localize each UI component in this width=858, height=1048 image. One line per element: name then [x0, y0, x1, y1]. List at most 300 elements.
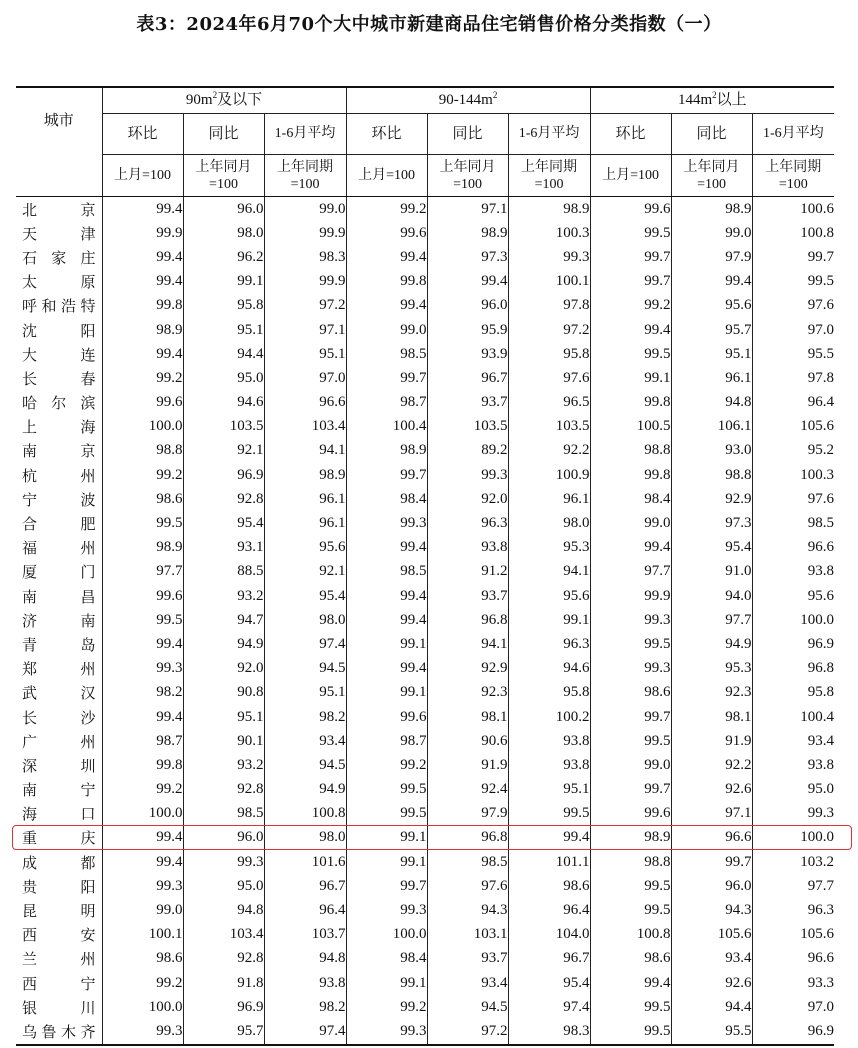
index-value: 99.1: [508, 608, 590, 632]
index-value: 93.2: [183, 584, 264, 608]
index-value: 93.8: [752, 560, 834, 584]
index-value: 96.1: [671, 366, 752, 390]
index-value: 99.4: [427, 270, 508, 294]
city-name: 哈尔滨: [22, 394, 96, 413]
base-header: 上年同期=100: [508, 155, 590, 197]
index-value: 98.9: [590, 826, 671, 850]
city-name: 长春: [22, 369, 96, 388]
index-value: 92.4: [427, 778, 508, 802]
index-value: 96.9: [183, 463, 264, 487]
index-value: 95.2: [752, 439, 834, 463]
index-value: 99.5: [590, 874, 671, 898]
index-value: 99.3: [508, 245, 590, 269]
index-value: 99.4: [102, 850, 183, 874]
index-value: 93.8: [427, 536, 508, 560]
index-value: 99.7: [671, 850, 752, 874]
index-value: 99.1: [346, 850, 427, 874]
index-value: 94.8: [264, 947, 346, 971]
index-value: 92.0: [183, 657, 264, 681]
index-value: 100.3: [752, 463, 834, 487]
city-name: 青岛: [22, 635, 96, 654]
index-value: 93.4: [671, 947, 752, 971]
index-value: 99.3: [346, 1019, 427, 1044]
city-name: 深圳: [22, 756, 96, 775]
index-value: 99.9: [264, 270, 346, 294]
index-value: 98.2: [102, 681, 183, 705]
index-value: 95.6: [752, 584, 834, 608]
index-value: 90.6: [427, 729, 508, 753]
base-header: 上月=100: [590, 155, 671, 197]
city-name: 长沙: [22, 708, 96, 727]
city-name: 上海: [22, 418, 96, 437]
index-value: 95.9: [427, 318, 508, 342]
index-value: 96.4: [264, 898, 346, 922]
index-value: 96.9: [183, 995, 264, 1019]
index-value: 99.0: [102, 898, 183, 922]
index-value: 96.8: [427, 608, 508, 632]
index-value: 98.2: [264, 705, 346, 729]
group-header-large: $144m^2$以上: [590, 87, 834, 114]
index-value: 99.4: [346, 536, 427, 560]
index-value: 99.7: [346, 874, 427, 898]
index-value: 93.4: [427, 971, 508, 995]
price-index-table: [16, 86, 834, 1046]
index-value: 97.6: [508, 366, 590, 390]
index-value: 94.7: [183, 608, 264, 632]
index-value: 97.7: [671, 608, 752, 632]
index-value: 99.2: [102, 971, 183, 995]
index-value: 95.6: [508, 584, 590, 608]
index-value: 99.5: [346, 778, 427, 802]
index-value: 95.5: [671, 1019, 752, 1044]
table-row: [16, 318, 834, 342]
index-value: 103.1: [427, 923, 508, 947]
metric-header: 同比: [183, 114, 264, 155]
index-value: 99.1: [346, 681, 427, 705]
index-value: 98.1: [671, 705, 752, 729]
index-value: 100.4: [346, 415, 427, 439]
index-value: 100.1: [102, 923, 183, 947]
index-value: 99.0: [264, 197, 346, 222]
index-value: 96.6: [264, 391, 346, 415]
index-value: 91.0: [671, 560, 752, 584]
index-value: 99.4: [102, 632, 183, 656]
city-name: 贵阳: [22, 877, 96, 896]
index-value: 98.6: [102, 947, 183, 971]
index-value: 97.6: [752, 487, 834, 511]
index-value: 95.0: [183, 874, 264, 898]
table-row: [16, 391, 834, 415]
index-value: 99.9: [102, 221, 183, 245]
index-value: 96.7: [264, 874, 346, 898]
index-value: 95.4: [508, 971, 590, 995]
index-value: 97.3: [671, 511, 752, 535]
index-value: 99.4: [671, 270, 752, 294]
index-value: 99.3: [427, 463, 508, 487]
city-name: 广州: [22, 732, 96, 751]
index-value: 97.9: [427, 802, 508, 826]
index-value: 103.5: [183, 415, 264, 439]
index-value: 94.6: [508, 657, 590, 681]
index-value: 93.8: [752, 753, 834, 777]
index-value: 99.0: [590, 753, 671, 777]
index-value: 98.5: [427, 850, 508, 874]
metric-header: 环比: [346, 114, 427, 155]
index-value: 99.5: [590, 221, 671, 245]
index-value: 103.4: [183, 923, 264, 947]
index-value: 95.8: [508, 342, 590, 366]
index-value: 99.1: [346, 632, 427, 656]
index-value: 98.0: [264, 826, 346, 850]
city-name: 石家庄: [22, 248, 96, 267]
table-row: [16, 947, 834, 971]
index-value: 96.3: [752, 898, 834, 922]
index-value: 99.7: [590, 778, 671, 802]
index-value: 99.0: [671, 221, 752, 245]
index-value: 97.4: [508, 995, 590, 1019]
index-value: 95.4: [264, 584, 346, 608]
index-value: 95.5: [752, 342, 834, 366]
index-value: 96.6: [671, 826, 752, 850]
header-row-bases: [16, 155, 834, 197]
index-value: 93.2: [183, 753, 264, 777]
city-name: 银川: [22, 998, 96, 1017]
index-value: 92.3: [427, 681, 508, 705]
index-value: 98.5: [346, 342, 427, 366]
index-value: 95.6: [264, 536, 346, 560]
index-value: 99.5: [590, 995, 671, 1019]
index-value: 98.2: [264, 995, 346, 1019]
base-header: 上月=100: [102, 155, 183, 197]
index-value: 91.9: [671, 729, 752, 753]
index-value: 99.4: [102, 705, 183, 729]
index-value: 100.1: [508, 270, 590, 294]
index-value: 99.8: [346, 270, 427, 294]
index-value: 98.5: [752, 511, 834, 535]
index-value: 100.0: [102, 802, 183, 826]
index-value: 105.6: [752, 415, 834, 439]
index-value: 96.0: [671, 874, 752, 898]
table-row: [16, 366, 834, 390]
index-value: 99.8: [102, 294, 183, 318]
index-value: 99.7: [346, 366, 427, 390]
index-value: 92.8: [183, 947, 264, 971]
index-value: 99.2: [102, 366, 183, 390]
table-row: [16, 536, 834, 560]
index-value: 97.0: [752, 318, 834, 342]
index-value: 100.3: [508, 221, 590, 245]
index-value: 93.8: [264, 971, 346, 995]
index-value: 99.5: [590, 632, 671, 656]
index-value: 97.3: [427, 245, 508, 269]
index-value: 94.8: [671, 391, 752, 415]
index-value: 99.3: [346, 898, 427, 922]
index-value: 94.3: [427, 898, 508, 922]
index-value: 96.6: [752, 947, 834, 971]
index-value: 99.4: [590, 536, 671, 560]
city-name: 昆明: [22, 902, 96, 921]
base-header: 上月=100: [346, 155, 427, 197]
index-value: 100.4: [752, 705, 834, 729]
index-value: 98.6: [102, 487, 183, 511]
index-value: 99.7: [590, 245, 671, 269]
index-value: 99.5: [102, 608, 183, 632]
group-header-medium: $90-144m^2$: [346, 87, 590, 114]
metric-header: 1-6月平均: [752, 114, 834, 155]
index-value: 103.5: [508, 415, 590, 439]
index-value: 96.3: [508, 632, 590, 656]
index-value: 98.0: [264, 608, 346, 632]
index-value: 99.4: [346, 245, 427, 269]
index-value: 94.3: [671, 898, 752, 922]
index-value: 98.6: [508, 874, 590, 898]
index-value: 92.2: [508, 439, 590, 463]
city-name: 乌鲁木齐: [16, 1019, 102, 1044]
city-name: 济南: [22, 611, 96, 630]
index-value: 99.5: [590, 1019, 671, 1044]
table-row: [16, 221, 834, 245]
index-value: 98.7: [346, 391, 427, 415]
city-name: 北京: [22, 200, 96, 219]
index-value: 90.8: [183, 681, 264, 705]
index-value: 97.0: [752, 995, 834, 1019]
table-row: [16, 729, 834, 753]
index-value: 95.7: [671, 318, 752, 342]
index-value: 95.0: [183, 366, 264, 390]
index-value: 92.9: [427, 657, 508, 681]
index-value: 92.1: [264, 560, 346, 584]
base-header: 上年同期=100: [752, 155, 834, 197]
index-value: 96.5: [508, 391, 590, 415]
index-value: 99.5: [102, 511, 183, 535]
index-value: 99.4: [508, 826, 590, 850]
index-value: 95.4: [671, 536, 752, 560]
index-value: 100.6: [752, 197, 834, 222]
index-value: 95.8: [752, 681, 834, 705]
index-value: 97.7: [590, 560, 671, 584]
index-value: 98.3: [508, 1019, 590, 1044]
index-value: 98.0: [183, 221, 264, 245]
base-header: 上年同月=100: [183, 155, 264, 197]
index-value: 99.6: [102, 584, 183, 608]
index-value: 99.1: [346, 971, 427, 995]
table-row: [16, 681, 834, 705]
index-value: 97.1: [264, 318, 346, 342]
index-value: 99.2: [346, 197, 427, 222]
index-value: 95.6: [671, 294, 752, 318]
index-value: 93.7: [427, 391, 508, 415]
index-value: 97.1: [671, 802, 752, 826]
index-value: 98.3: [264, 245, 346, 269]
index-value: 98.9: [102, 318, 183, 342]
index-value: 96.4: [508, 898, 590, 922]
city-header-spacer: [16, 155, 102, 197]
table-row: [16, 923, 834, 947]
index-value: 100.0: [752, 608, 834, 632]
index-value: 99.7: [590, 270, 671, 294]
index-value: 97.8: [752, 366, 834, 390]
index-value: 94.5: [264, 657, 346, 681]
index-value: 99.5: [752, 270, 834, 294]
index-value: 99.4: [102, 342, 183, 366]
index-value: 93.7: [427, 947, 508, 971]
index-value: 88.5: [183, 560, 264, 584]
index-value: 99.3: [752, 802, 834, 826]
index-value: 99.1: [183, 270, 264, 294]
index-value: 99.2: [590, 294, 671, 318]
city-name: 沈阳: [22, 321, 96, 340]
index-value: 103.2: [752, 850, 834, 874]
city-name: 成都: [22, 853, 96, 872]
index-value: 96.4: [752, 391, 834, 415]
index-value: 97.0: [264, 366, 346, 390]
index-value: 98.8: [671, 463, 752, 487]
city-name: 南宁: [22, 781, 96, 800]
index-value: 96.8: [752, 657, 834, 681]
index-value: 97.4: [264, 632, 346, 656]
index-value: 97.2: [264, 294, 346, 318]
index-value: 95.1: [671, 342, 752, 366]
index-value: 98.6: [590, 681, 671, 705]
index-value: 104.0: [508, 923, 590, 947]
index-value: 99.3: [590, 657, 671, 681]
index-value: 91.9: [427, 753, 508, 777]
index-value: 97.7: [752, 874, 834, 898]
city-name: 西宁: [22, 974, 96, 993]
index-value: 99.2: [346, 753, 427, 777]
index-value: 93.4: [752, 729, 834, 753]
index-value: 98.4: [346, 487, 427, 511]
header-row-groups: [16, 87, 834, 114]
index-value: 96.6: [752, 536, 834, 560]
index-value: 99.4: [102, 197, 183, 222]
index-value: 99.5: [590, 342, 671, 366]
table-row: [16, 415, 834, 439]
base-header: 上年同期=100: [264, 155, 346, 197]
index-value: 90.1: [183, 729, 264, 753]
index-value: 94.4: [183, 342, 264, 366]
index-value: 99.3: [346, 511, 427, 535]
index-value: 99.2: [102, 778, 183, 802]
index-value: 98.9: [508, 197, 590, 222]
city-name: 天津: [22, 224, 96, 243]
index-value: 92.6: [671, 971, 752, 995]
index-value: 95.8: [508, 681, 590, 705]
index-value: 94.1: [427, 632, 508, 656]
index-value: 96.7: [508, 947, 590, 971]
index-value: 99.1: [590, 366, 671, 390]
group-header-small: $90m^2$及以下: [102, 87, 346, 114]
table-row: [16, 511, 834, 535]
index-value: 99.5: [346, 802, 427, 826]
index-value: 101.6: [264, 850, 346, 874]
index-value: 94.1: [508, 560, 590, 584]
metric-header: 环比: [102, 114, 183, 155]
index-value: 89.2: [427, 439, 508, 463]
index-value: 100.8: [264, 802, 346, 826]
city-name: 厦门: [22, 563, 96, 582]
index-value: 94.9: [671, 632, 752, 656]
index-value: 98.7: [346, 729, 427, 753]
index-value: 92.8: [183, 778, 264, 802]
index-value: 99.4: [346, 657, 427, 681]
index-value: 95.1: [508, 778, 590, 802]
index-value: 96.2: [183, 245, 264, 269]
index-value: 96.0: [427, 294, 508, 318]
city-name: 兰州: [22, 950, 96, 969]
index-value: 92.9: [671, 487, 752, 511]
index-value: 100.0: [346, 923, 427, 947]
table-row: [16, 1019, 834, 1044]
index-value: 99.6: [590, 802, 671, 826]
index-value: 94.9: [264, 778, 346, 802]
index-value: 99.4: [346, 584, 427, 608]
index-value: 93.0: [671, 439, 752, 463]
index-value: 99.6: [102, 391, 183, 415]
city-name: 合肥: [22, 515, 96, 534]
index-value: 99.8: [102, 753, 183, 777]
index-value: 99.6: [346, 221, 427, 245]
index-value: 100.8: [752, 221, 834, 245]
index-value: 93.7: [427, 584, 508, 608]
index-value: 99.5: [508, 802, 590, 826]
index-value: 92.3: [671, 681, 752, 705]
metric-header: 同比: [671, 114, 752, 155]
table-row: [16, 487, 834, 511]
index-value: 99.4: [102, 270, 183, 294]
index-value: 99.9: [590, 584, 671, 608]
index-value: 95.1: [183, 705, 264, 729]
index-value: 95.4: [183, 511, 264, 535]
table-row: [16, 197, 834, 222]
index-value: 97.8: [508, 294, 590, 318]
index-value: 96.7: [427, 366, 508, 390]
index-value: 99.1: [346, 826, 427, 850]
index-value: 105.6: [752, 923, 834, 947]
index-value: 94.1: [264, 439, 346, 463]
index-value: 98.0: [508, 511, 590, 535]
table-row: [16, 463, 834, 487]
city-header: 城市: [16, 87, 102, 155]
index-value: 98.5: [183, 802, 264, 826]
index-value: 98.9: [264, 463, 346, 487]
index-value: 94.9: [183, 632, 264, 656]
index-value: 94.8: [183, 898, 264, 922]
index-value: 93.8: [508, 753, 590, 777]
city-name: 海口: [22, 805, 96, 824]
index-value: 95.8: [183, 294, 264, 318]
index-value: 96.8: [427, 826, 508, 850]
index-value: 99.6: [346, 705, 427, 729]
metric-header: 环比: [590, 114, 671, 155]
index-value: 97.6: [752, 294, 834, 318]
index-value: 99.3: [102, 657, 183, 681]
index-value: 99.4: [102, 245, 183, 269]
city-name: 呼和浩特: [22, 297, 96, 316]
index-value: 103.5: [427, 415, 508, 439]
index-value: 99.4: [346, 294, 427, 318]
index-value: 99.5: [590, 898, 671, 922]
index-value: 95.1: [183, 318, 264, 342]
index-value: 101.1: [508, 850, 590, 874]
header-row-metrics: [16, 114, 834, 155]
metric-header: 同比: [427, 114, 508, 155]
index-value: 100.9: [508, 463, 590, 487]
index-value: 99.5: [590, 729, 671, 753]
index-value: 99.4: [346, 608, 427, 632]
index-value: 92.6: [671, 778, 752, 802]
index-value: 99.7: [752, 245, 834, 269]
